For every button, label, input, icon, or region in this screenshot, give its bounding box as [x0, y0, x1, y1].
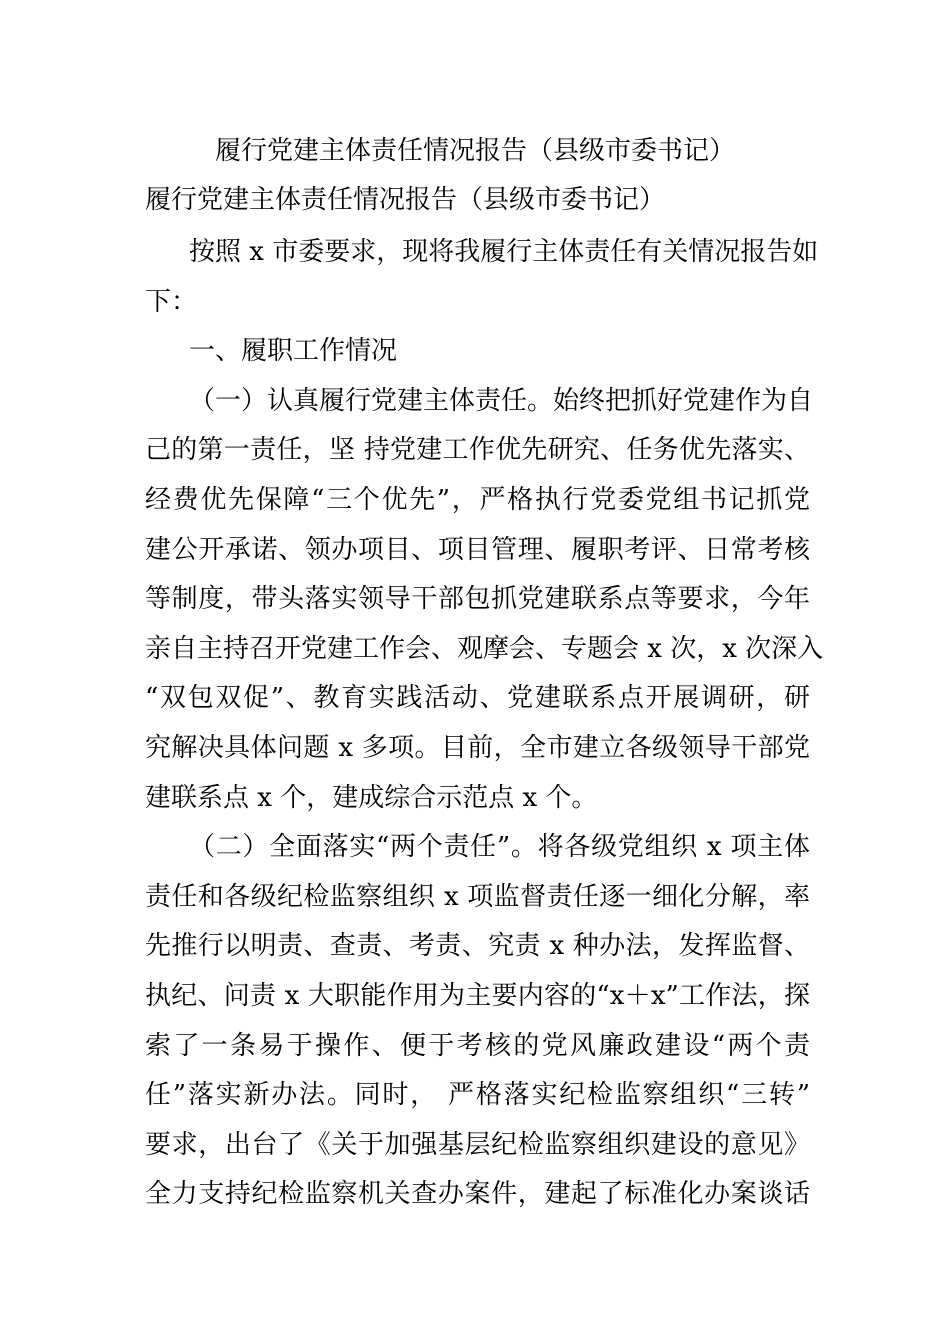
body-line: 亲自主持召开党建工作会、观摩会、专题会 x 次，x 次深入 [145, 633, 824, 664]
body-line: 任”落实新办法。同时， 严格落实纪检监察组织“三转” [145, 1080, 810, 1111]
body-line: （二）全面落实“两个责任”。将各级党组织 x 项主体 [189, 832, 810, 863]
body-line: 建公开承诺、领办项目、项目管理、履职考评、日常考核 [145, 534, 810, 565]
body-line: 建联系点 x 个，建成综合示范点 x 个。 [145, 782, 598, 813]
body-line: 索了一条易于操作、便于考核的党风廉政建设“两个责 [145, 1030, 810, 1061]
body-line: 要求，出台了《关于加强基层纪检监察组织建设的意见》 [145, 1129, 810, 1160]
body-line: 全力支持纪检监察机关查办案件，建起了标准化办案谈话 [145, 1179, 810, 1210]
document-title-left: 履行党建主体责任情况报告（县级市委书记） [145, 185, 666, 215]
document-title-centered: 履行党建主体责任情况报告（县级市委书记） [214, 136, 735, 166]
body-line: 执纪、问责 x 大职能作用为主要内容的“x＋x”工作法，探 [145, 980, 810, 1011]
body-line: 己的第一责任，坚 持党建工作优先研究、任务优先落实、 [145, 435, 810, 466]
body-line: 按照 x 市委要求，现将我履行主体责任有关情况报告如 [189, 237, 819, 267]
body-line: 经费优先保障“三个优先”，严格执行党委党组书记抓党 [145, 484, 810, 515]
body-line: 下： [145, 286, 198, 317]
body-line: “双包双促”、教育实践活动、党建联系点开展调研，研 [145, 683, 810, 714]
body-line: 责任和各级纪检监察组织 x 项监督责任逐一细化分解，率 [145, 881, 810, 912]
section-heading: 一、履职工作情况 [189, 336, 398, 367]
body-line: 先推行以明责、查责、考责、究责 x 种办法，发挥监督、 [145, 931, 810, 962]
body-line: 究解决具体问题 x 多项。目前，全市建立各级领导干部党 [145, 732, 810, 763]
document-body [145, 228, 824, 1220]
body-line: 等制度，带头落实领导干部包抓党建联系点等要求，今年 [145, 584, 810, 615]
body-line: （一）认真履行党建主体责任。始终把抓好党建作为自 [189, 385, 814, 416]
